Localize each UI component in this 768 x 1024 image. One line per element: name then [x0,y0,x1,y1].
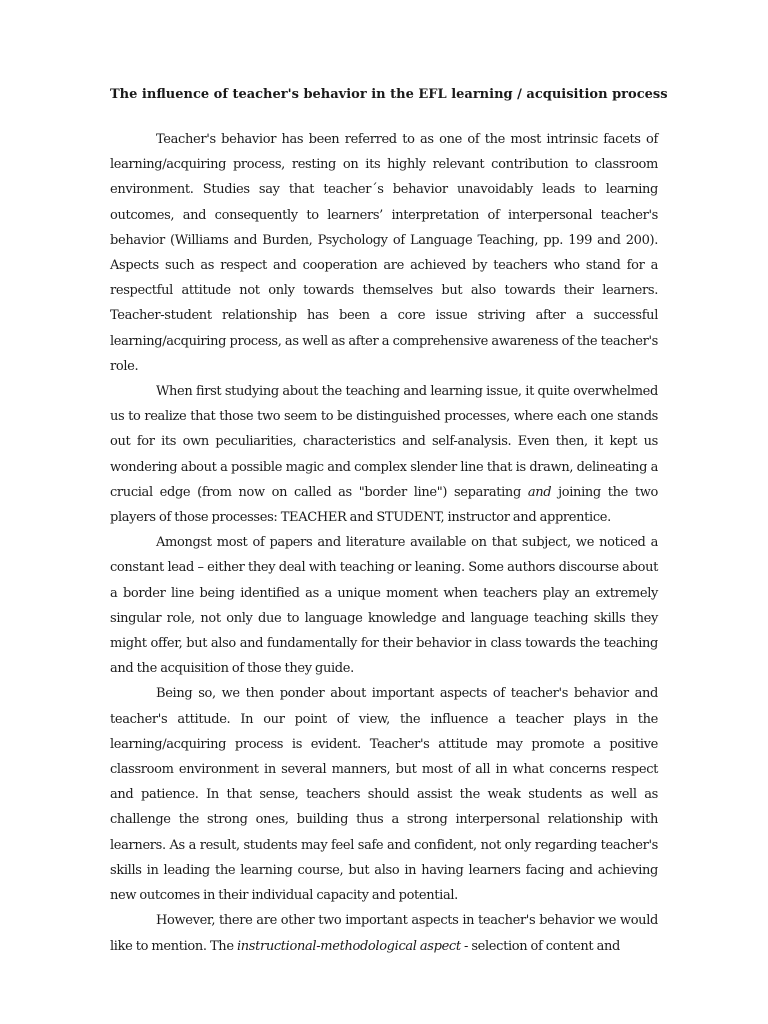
paragraph-text: Teacher's behavior has been referred to as one of the most intrinsic facets of learning/acquiring process, resting on its highly relevant contribution to classroom environment. Studies say that teacher´s behavior unavoidably leads to learning outcomes, and consequently to learners’ interpretation of interpersonal teacher's behavior (Williams and Burden, Psychology of Language Teaching, pp. 199 and 200). Aspects such as respect and cooperation are achieved by teachers who stand for a respectful attitude not only towards themselves but also towards their learners. Teacher-student relationship has been a core issue striving after a successful learning/acquiring process, as well as after a comprehensive awareness of the teacher's role. [110,132,658,374]
document-page [110,85,668,959]
paragraph [110,908,658,958]
paragraph-text: Amongst most of papers and literature available on that subject, we noticed a constant lead – either they deal with teaching or leaning. Some authors discourse about a border line being identified as a unique moment when teachers play an extremely singular role, not only due to language knowledge and language teaching skills they might offer, but also and fundamentally for their behavior in class towards the teaching and the acquisition of those they guide. [110,535,658,677]
paragraph-text: - selection of content and [460,938,620,954]
italic-text: and [527,484,552,500]
italic-text: instructional-methodological aspect [236,938,461,954]
paragraph-text: When first studying about the teaching and learning issue, it quite overwhelmed us to realize that those two seem to be distinguished processes, where each one stands out for its own peculiarities, characteristics and self-analysis. Even then, it kept us wondering about a possible magic and complex slender line that is drawn, delineating a crucial edge (from now on called as "border line") separating [110,384,658,500]
paragraph [110,379,658,530]
paragraph [110,530,658,681]
document-title: The influence of teacher's behavior in the EFL learning / acquisition process [110,87,668,102]
paragraph [110,681,658,908]
paragraph-text: joining the two players of those processes: TEACHER and STUDENT, instructor and apprentice. [110,484,658,526]
paragraph-text: Being so, we then ponder about important aspects of teacher's behavior and teacher's attitude. In our point of view, the influence a teacher plays in the learning/acquiring process is evident. Teacher's attitude may promote a positive classroom environment in several manners, but most of all in what concerns respect and patience. In that sense, teachers should assist the weak students as well as challenge the strong ones, building thus a strong interpersonal relationship with learners. As a result, students may feel safe and confident, not only regarding teacher's skills in leading the learning course, but also in having learners facing and achieving new outcomes in their individual capacity and potential. [110,686,658,904]
paragraph [110,127,658,379]
document-body [110,127,658,959]
paragraph-text: However, there are other two important aspects in teacher's behavior we would like to mention. The [110,913,658,954]
